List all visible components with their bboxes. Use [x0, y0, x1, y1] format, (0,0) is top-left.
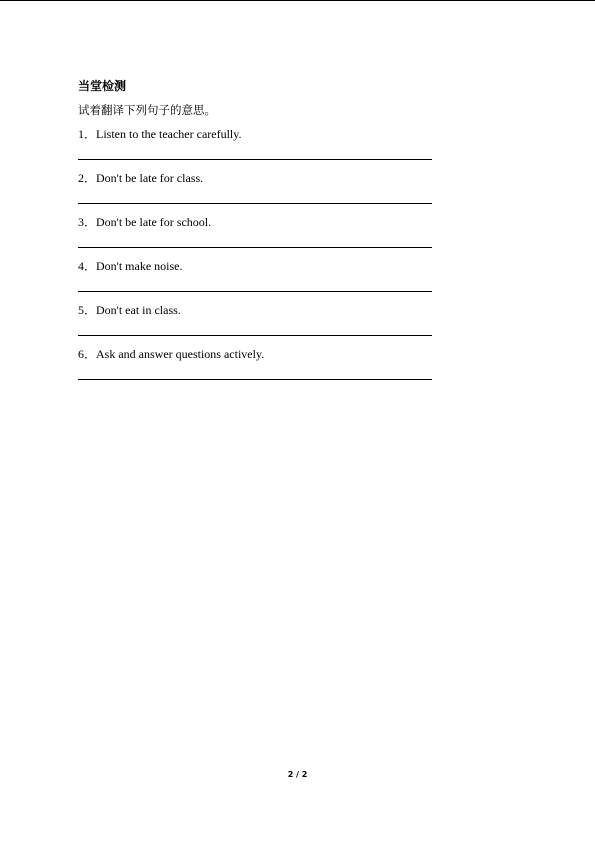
question-item-4: [78, 256, 438, 300]
answer-line: [78, 291, 432, 292]
question-text: 2．Don't be late for class.: [78, 171, 204, 185]
section-title: 当堂检测: [78, 79, 127, 93]
answer-line: [78, 379, 432, 380]
answer-line: [78, 247, 432, 248]
question-item-6: [78, 344, 438, 388]
answer-line: [78, 335, 432, 336]
question-item-5: [78, 300, 438, 344]
answer-line: [78, 203, 432, 204]
top-border-rule: [0, 0, 595, 1]
question-item-2: [78, 168, 438, 212]
question-text: 4．Don't make noise.: [78, 259, 183, 273]
question-text: 5．Don't eat in class.: [78, 303, 181, 317]
page-number: 2 / 2: [287, 770, 308, 779]
question-item-3: [78, 212, 438, 256]
question-text: 6．Ask and answer questions actively.: [78, 347, 265, 361]
question-text: 3．Don't be late for school.: [78, 215, 212, 229]
worksheet-content: [78, 78, 438, 388]
question-list: [78, 124, 438, 388]
instruction-text: 试着翻译下列句子的意思。: [78, 103, 216, 117]
answer-line: [78, 159, 432, 160]
question-item-1: [78, 124, 438, 168]
question-text: 1．Listen to the teacher carefully.: [78, 127, 242, 141]
